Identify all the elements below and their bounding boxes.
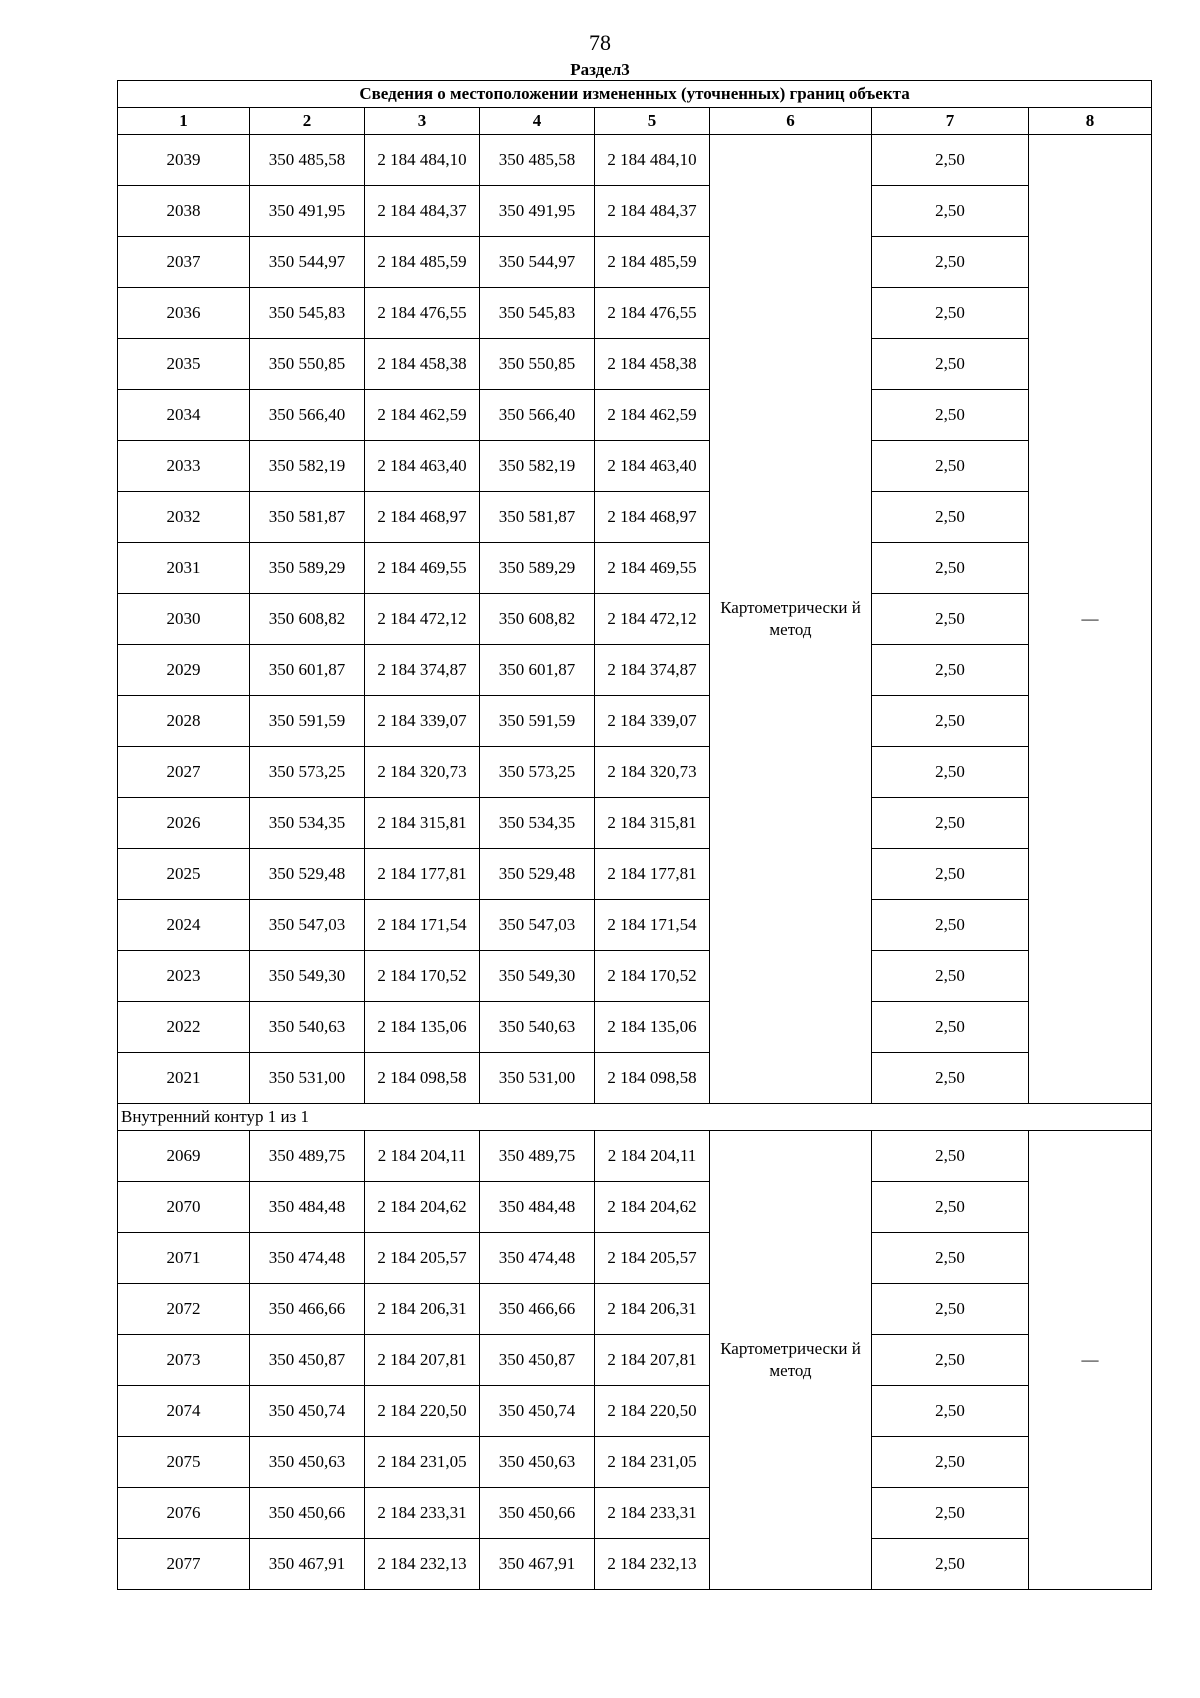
column-header-row	[118, 108, 1152, 135]
y-new-cell: 2 184 205,57	[595, 1233, 710, 1284]
x-new-cell: 350 581,87	[480, 492, 595, 543]
x-existing-cell: 350 467,91	[250, 1539, 365, 1590]
y-existing-cell: 2 184 207,81	[365, 1335, 480, 1386]
x-existing-cell: 350 450,74	[250, 1386, 365, 1437]
x-new-cell: 350 534,35	[480, 798, 595, 849]
y-new-cell: 2 184 206,31	[595, 1284, 710, 1335]
table-row	[118, 849, 1152, 900]
accuracy-cell: 2,50	[872, 390, 1029, 441]
accuracy-cell: 2,50	[872, 1053, 1029, 1104]
y-existing-cell: 2 184 339,07	[365, 696, 480, 747]
y-new-cell: 2 184 339,07	[595, 696, 710, 747]
accuracy-cell: 2,50	[872, 1335, 1029, 1386]
x-new-cell: 350 573,25	[480, 747, 595, 798]
x-existing-cell: 350 573,25	[250, 747, 365, 798]
point-number-cell: 2027	[118, 747, 250, 798]
x-new-cell: 350 450,74	[480, 1386, 595, 1437]
y-existing-cell: 2 184 135,06	[365, 1002, 480, 1053]
x-existing-cell: 350 484,48	[250, 1182, 365, 1233]
x-new-cell: 350 529,48	[480, 849, 595, 900]
y-new-cell: 2 184 220,50	[595, 1386, 710, 1437]
accuracy-cell: 2,50	[872, 849, 1029, 900]
y-new-cell: 2 184 458,38	[595, 339, 710, 390]
y-new-cell: 2 184 207,81	[595, 1335, 710, 1386]
column-header: 5	[595, 108, 710, 135]
accuracy-cell: 2,50	[872, 1488, 1029, 1539]
y-new-cell: 2 184 463,40	[595, 441, 710, 492]
table-row	[118, 441, 1152, 492]
point-number-cell: 2028	[118, 696, 250, 747]
x-existing-cell: 350 566,40	[250, 390, 365, 441]
point-number-cell: 2025	[118, 849, 250, 900]
x-existing-cell: 350 581,87	[250, 492, 365, 543]
x-new-cell: 350 550,85	[480, 339, 595, 390]
x-existing-cell: 350 450,63	[250, 1437, 365, 1488]
y-existing-cell: 2 184 476,55	[365, 288, 480, 339]
accuracy-cell: 2,50	[872, 1233, 1029, 1284]
x-new-cell: 350 582,19	[480, 441, 595, 492]
table-row	[118, 1488, 1152, 1539]
accuracy-cell: 2,50	[872, 492, 1029, 543]
table-row	[118, 1284, 1152, 1335]
point-number-cell: 2036	[118, 288, 250, 339]
y-existing-cell: 2 184 170,52	[365, 951, 480, 1002]
table-caption: Сведения о местоположении измененных (уточненных) границ объекта	[118, 81, 1152, 108]
table-row	[118, 1539, 1152, 1590]
table-row	[118, 1002, 1152, 1053]
point-number-cell: 2076	[118, 1488, 250, 1539]
column-header: 1	[118, 108, 250, 135]
table-row	[118, 696, 1152, 747]
method-cell: Картометрически й метод	[710, 1131, 872, 1590]
y-existing-cell: 2 184 484,37	[365, 186, 480, 237]
accuracy-cell: 2,50	[872, 1539, 1029, 1590]
point-number-cell: 2074	[118, 1386, 250, 1437]
y-existing-cell: 2 184 468,97	[365, 492, 480, 543]
table-row	[118, 1386, 1152, 1437]
y-new-cell: 2 184 462,59	[595, 390, 710, 441]
table-row	[118, 1437, 1152, 1488]
point-number-cell: 2073	[118, 1335, 250, 1386]
y-new-cell: 2 184 204,62	[595, 1182, 710, 1233]
point-number-cell: 2031	[118, 543, 250, 594]
x-new-cell: 350 450,87	[480, 1335, 595, 1386]
accuracy-cell: 2,50	[872, 594, 1029, 645]
y-existing-cell: 2 184 463,40	[365, 441, 480, 492]
x-existing-cell: 350 534,35	[250, 798, 365, 849]
y-new-cell: 2 184 468,97	[595, 492, 710, 543]
column-header: 7	[872, 108, 1029, 135]
y-existing-cell: 2 184 462,59	[365, 390, 480, 441]
x-new-cell: 350 489,75	[480, 1131, 595, 1182]
point-number-cell: 2035	[118, 339, 250, 390]
page-number: 78	[589, 30, 611, 55]
y-existing-cell: 2 184 204,11	[365, 1131, 480, 1182]
inner-contour-row	[118, 1104, 1152, 1131]
y-existing-cell: 2 184 232,13	[365, 1539, 480, 1590]
x-new-cell: 350 491,95	[480, 186, 595, 237]
x-new-cell: 350 544,97	[480, 237, 595, 288]
accuracy-cell: 2,50	[872, 747, 1029, 798]
y-existing-cell: 2 184 231,05	[365, 1437, 480, 1488]
y-existing-cell: 2 184 320,73	[365, 747, 480, 798]
column-header: 8	[1029, 108, 1152, 135]
x-existing-cell: 350 582,19	[250, 441, 365, 492]
x-new-cell: 350 466,66	[480, 1284, 595, 1335]
table-caption-row	[118, 81, 1152, 108]
point-number-cell: 2075	[118, 1437, 250, 1488]
x-existing-cell: 350 491,95	[250, 186, 365, 237]
x-existing-cell: 350 531,00	[250, 1053, 365, 1104]
table-row	[118, 1233, 1152, 1284]
y-new-cell: 2 184 135,06	[595, 1002, 710, 1053]
x-existing-cell: 350 545,83	[250, 288, 365, 339]
accuracy-cell: 2,50	[872, 1002, 1029, 1053]
x-existing-cell: 350 601,87	[250, 645, 365, 696]
note-cell: —	[1029, 135, 1152, 1104]
accuracy-cell: 2,50	[872, 543, 1029, 594]
y-existing-cell: 2 184 220,50	[365, 1386, 480, 1437]
y-new-cell: 2 184 476,55	[595, 288, 710, 339]
x-new-cell: 350 531,00	[480, 1053, 595, 1104]
table-row	[118, 543, 1152, 594]
x-new-cell: 350 549,30	[480, 951, 595, 1002]
y-new-cell: 2 184 484,10	[595, 135, 710, 186]
y-new-cell: 2 184 485,59	[595, 237, 710, 288]
y-new-cell: 2 184 171,54	[595, 900, 710, 951]
table-row	[118, 1053, 1152, 1104]
method-cell: Картометрически й метод	[710, 135, 872, 1104]
y-existing-cell: 2 184 171,54	[365, 900, 480, 951]
x-existing-cell: 350 529,48	[250, 849, 365, 900]
x-new-cell: 350 474,48	[480, 1233, 595, 1284]
y-existing-cell: 2 184 469,55	[365, 543, 480, 594]
x-existing-cell: 350 466,66	[250, 1284, 365, 1335]
boundary-coordinates-table	[117, 80, 1152, 1590]
x-new-cell: 350 566,40	[480, 390, 595, 441]
x-existing-cell: 350 591,59	[250, 696, 365, 747]
table-row	[118, 135, 1152, 186]
point-number-cell: 2037	[118, 237, 250, 288]
table-row	[118, 186, 1152, 237]
x-new-cell: 350 608,82	[480, 594, 595, 645]
y-new-cell: 2 184 469,55	[595, 543, 710, 594]
accuracy-cell: 2,50	[872, 696, 1029, 747]
point-number-cell: 2072	[118, 1284, 250, 1335]
y-existing-cell: 2 184 485,59	[365, 237, 480, 288]
y-existing-cell: 2 184 177,81	[365, 849, 480, 900]
point-number-cell: 2039	[118, 135, 250, 186]
column-header: 4	[480, 108, 595, 135]
accuracy-cell: 2,50	[872, 1182, 1029, 1233]
column-header: 2	[250, 108, 365, 135]
accuracy-cell: 2,50	[872, 1131, 1029, 1182]
table-row	[118, 951, 1152, 1002]
column-header: 3	[365, 108, 480, 135]
accuracy-cell: 2,50	[872, 135, 1029, 186]
x-existing-cell: 350 450,66	[250, 1488, 365, 1539]
x-existing-cell: 350 485,58	[250, 135, 365, 186]
x-new-cell: 350 484,48	[480, 1182, 595, 1233]
y-existing-cell: 2 184 098,58	[365, 1053, 480, 1104]
accuracy-cell: 2,50	[872, 1386, 1029, 1437]
table-row	[118, 798, 1152, 849]
section-title: Раздел3	[570, 60, 630, 79]
x-new-cell: 350 591,59	[480, 696, 595, 747]
y-new-cell: 2 184 170,52	[595, 951, 710, 1002]
x-existing-cell: 350 550,85	[250, 339, 365, 390]
y-new-cell: 2 184 320,73	[595, 747, 710, 798]
y-existing-cell: 2 184 458,38	[365, 339, 480, 390]
y-existing-cell: 2 184 206,31	[365, 1284, 480, 1335]
y-existing-cell: 2 184 472,12	[365, 594, 480, 645]
table-row	[118, 747, 1152, 798]
point-number-cell: 2033	[118, 441, 250, 492]
inner-contour-label: Внутренний контур 1 из 1	[118, 1104, 1152, 1131]
point-number-cell: 2071	[118, 1233, 250, 1284]
x-new-cell: 350 467,91	[480, 1539, 595, 1590]
x-new-cell: 350 589,29	[480, 543, 595, 594]
table-row	[118, 1131, 1152, 1182]
accuracy-cell: 2,50	[872, 339, 1029, 390]
point-number-cell: 2038	[118, 186, 250, 237]
y-existing-cell: 2 184 233,31	[365, 1488, 480, 1539]
point-number-cell: 2021	[118, 1053, 250, 1104]
y-new-cell: 2 184 177,81	[595, 849, 710, 900]
x-existing-cell: 350 544,97	[250, 237, 365, 288]
table-row	[118, 390, 1152, 441]
accuracy-cell: 2,50	[872, 237, 1029, 288]
point-number-cell: 2077	[118, 1539, 250, 1590]
accuracy-cell: 2,50	[872, 951, 1029, 1002]
accuracy-cell: 2,50	[872, 1284, 1029, 1335]
y-new-cell: 2 184 232,13	[595, 1539, 710, 1590]
accuracy-cell: 2,50	[872, 645, 1029, 696]
x-existing-cell: 350 589,29	[250, 543, 365, 594]
y-new-cell: 2 184 374,87	[595, 645, 710, 696]
note-cell: —	[1029, 1131, 1152, 1590]
x-existing-cell: 350 450,87	[250, 1335, 365, 1386]
accuracy-cell: 2,50	[872, 1437, 1029, 1488]
y-existing-cell: 2 184 315,81	[365, 798, 480, 849]
column-header: 6	[710, 108, 872, 135]
accuracy-cell: 2,50	[872, 288, 1029, 339]
table-row	[118, 594, 1152, 645]
point-number-cell: 2022	[118, 1002, 250, 1053]
accuracy-cell: 2,50	[872, 186, 1029, 237]
point-number-cell: 2029	[118, 645, 250, 696]
y-new-cell: 2 184 204,11	[595, 1131, 710, 1182]
table-row	[118, 492, 1152, 543]
table-row	[118, 288, 1152, 339]
table-row	[118, 645, 1152, 696]
accuracy-cell: 2,50	[872, 900, 1029, 951]
y-new-cell: 2 184 098,58	[595, 1053, 710, 1104]
x-existing-cell: 350 547,03	[250, 900, 365, 951]
x-existing-cell: 350 549,30	[250, 951, 365, 1002]
x-new-cell: 350 450,63	[480, 1437, 595, 1488]
x-existing-cell: 350 489,75	[250, 1131, 365, 1182]
y-new-cell: 2 184 484,37	[595, 186, 710, 237]
y-existing-cell: 2 184 204,62	[365, 1182, 480, 1233]
x-existing-cell: 350 474,48	[250, 1233, 365, 1284]
y-new-cell: 2 184 315,81	[595, 798, 710, 849]
point-number-cell: 2032	[118, 492, 250, 543]
y-existing-cell: 2 184 374,87	[365, 645, 480, 696]
point-number-cell: 2030	[118, 594, 250, 645]
table-row	[118, 237, 1152, 288]
x-new-cell: 350 547,03	[480, 900, 595, 951]
x-new-cell: 350 540,63	[480, 1002, 595, 1053]
y-new-cell: 2 184 231,05	[595, 1437, 710, 1488]
accuracy-cell: 2,50	[872, 798, 1029, 849]
point-number-cell: 2069	[118, 1131, 250, 1182]
point-number-cell: 2024	[118, 900, 250, 951]
y-existing-cell: 2 184 205,57	[365, 1233, 480, 1284]
point-number-cell: 2023	[118, 951, 250, 1002]
table-row	[118, 900, 1152, 951]
x-existing-cell: 350 540,63	[250, 1002, 365, 1053]
point-number-cell: 2070	[118, 1182, 250, 1233]
point-number-cell: 2026	[118, 798, 250, 849]
y-existing-cell: 2 184 484,10	[365, 135, 480, 186]
x-new-cell: 350 450,66	[480, 1488, 595, 1539]
y-new-cell: 2 184 472,12	[595, 594, 710, 645]
table-row	[118, 1182, 1152, 1233]
x-new-cell: 350 545,83	[480, 288, 595, 339]
x-new-cell: 350 485,58	[480, 135, 595, 186]
x-existing-cell: 350 608,82	[250, 594, 365, 645]
table-row	[118, 339, 1152, 390]
y-new-cell: 2 184 233,31	[595, 1488, 710, 1539]
table-row	[118, 1335, 1152, 1386]
x-new-cell: 350 601,87	[480, 645, 595, 696]
point-number-cell: 2034	[118, 390, 250, 441]
accuracy-cell: 2,50	[872, 441, 1029, 492]
